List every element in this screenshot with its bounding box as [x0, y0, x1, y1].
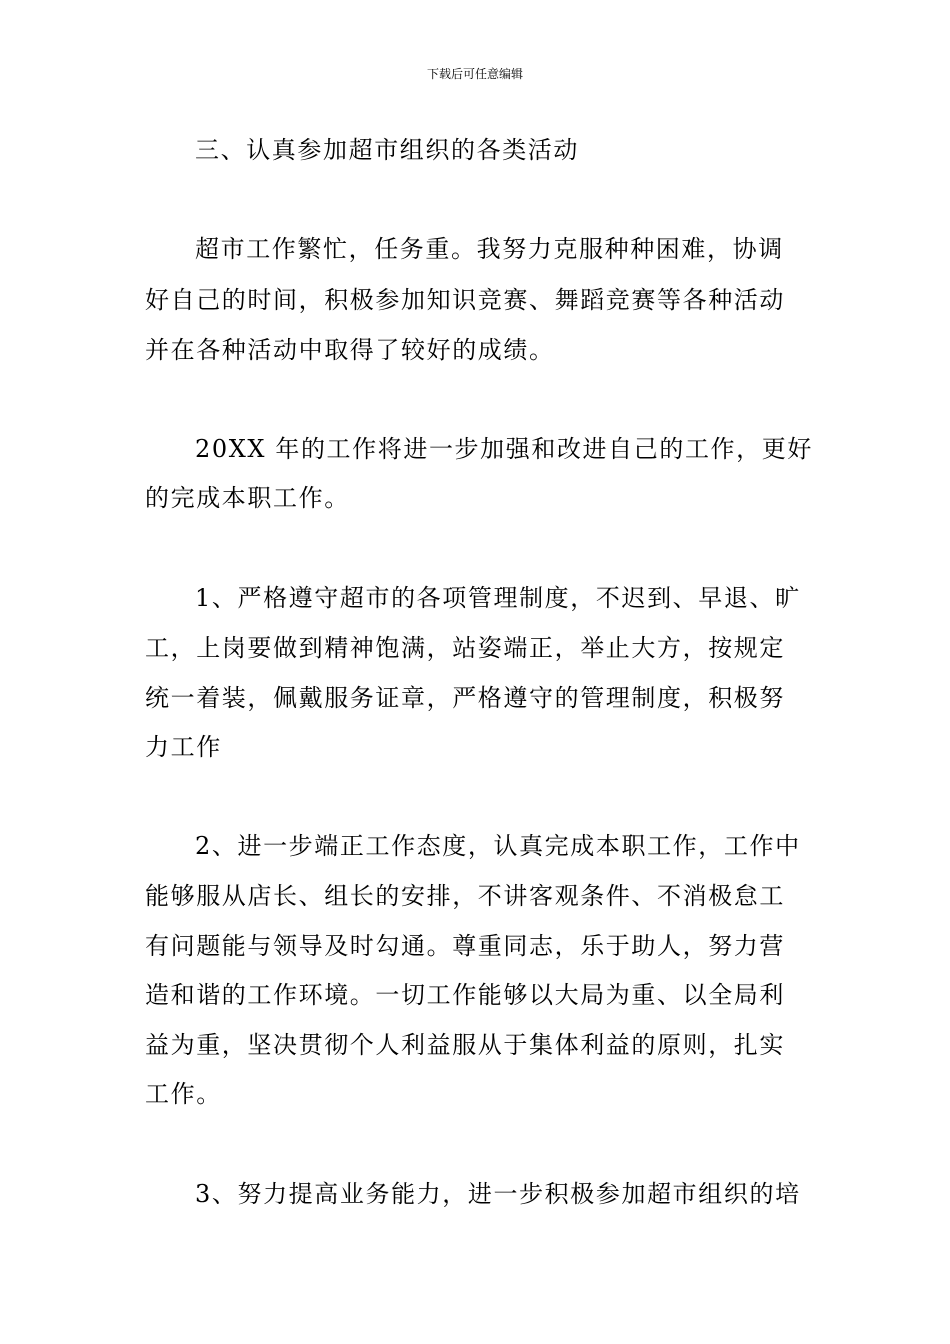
- paragraph-line: 2、进一步端正工作态度，认真完成本职工作，工作中: [195, 832, 801, 860]
- paragraph-line: 的完成本职工作。: [145, 484, 350, 512]
- paragraph-line: 能够服从店长、组长的安排，不讲客观条件、不消极怠工: [145, 882, 785, 910]
- paragraph-line: 力工作: [145, 733, 222, 761]
- header-note: 下载后可任意编辑: [426, 67, 523, 81]
- paragraph-line: 有问题能与领导及时勾通。尊重同志，乐于助人，努力营: [145, 932, 785, 960]
- paragraph-line: 工，上岗要做到精神饱满，站姿端正，举止大方，按规定: [145, 634, 785, 662]
- paragraph-line: 工作。: [145, 1080, 222, 1108]
- paragraph-line: 益为重，坚决贯彻个人利益服从于集体利益的原则，扎实: [145, 1031, 785, 1059]
- paragraph-line: 好自己的时间，积极参加知识竞赛、舞蹈竞赛等各种活动: [145, 286, 785, 314]
- paragraph-line: 超市工作繁忙，任务重。我努力克服种种困难，协调: [195, 235, 784, 263]
- section-heading: 三、认真参加超市组织的各类活动: [195, 136, 579, 164]
- paragraph-line: 统一着装，佩戴服务证章，严格遵守的管理制度，积极努: [145, 684, 785, 712]
- paragraph-line: 20XX 年的工作将进一步加强和改进自己的工作，更好: [195, 435, 813, 463]
- paragraph-line: 3、努力提高业务能力，进一步积极参加超市组织的培: [195, 1180, 801, 1208]
- paragraph-line: 并在各种活动中取得了较好的成绩。: [145, 336, 555, 364]
- paragraph-line: 造和谐的工作环境。一切工作能够以大局为重、以全局利: [145, 981, 785, 1009]
- paragraph-line: 1、严格遵守超市的各项管理制度，不迟到、早退、旷: [195, 584, 801, 612]
